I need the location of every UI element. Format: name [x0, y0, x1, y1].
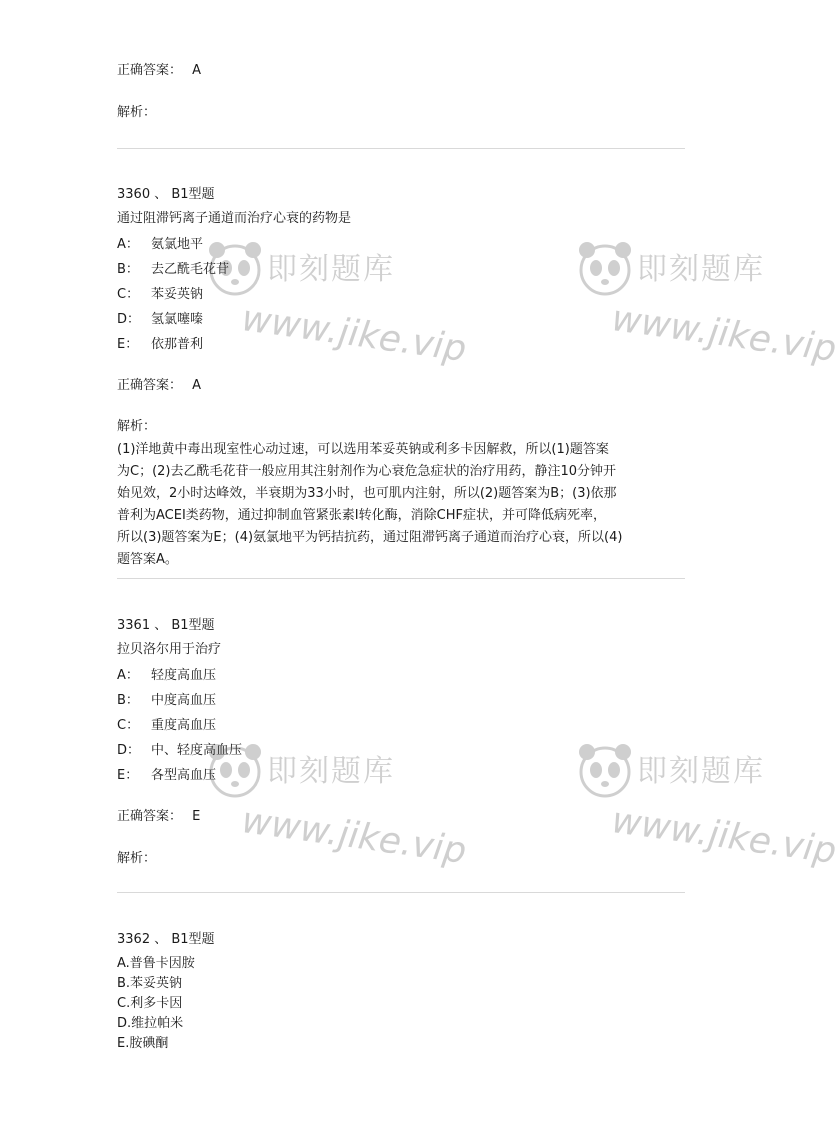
analysis-line: 始见效，2小时达峰效，半衰期为33小时，也可肌内注射，所以(2)题答案为B；(3)依那	[117, 486, 617, 501]
watermark-url: www.jike.vip	[239, 298, 469, 371]
watermark-brand: 即刻题库	[637, 252, 765, 287]
option-key: D：	[117, 312, 141, 327]
divider	[117, 892, 685, 893]
option-e	[117, 336, 203, 354]
option-text: 中、轻度高血压	[151, 743, 243, 758]
watermark-brand: 即刻题库	[637, 754, 765, 789]
option-key: C：	[117, 287, 140, 302]
option-key: A：	[117, 668, 139, 683]
option-key: D：	[117, 743, 141, 758]
analysis-label: 解析：	[117, 851, 157, 866]
option-b	[117, 692, 216, 710]
watermark-brand: 即刻题库	[267, 754, 395, 789]
question-header: 3360 、 B1型题	[117, 187, 215, 202]
watermark-url: www.jike.vip	[609, 800, 839, 873]
answer-label: 正确答案：	[117, 63, 183, 78]
divider	[117, 578, 685, 579]
analysis-line: 为C；(2)去乙酰毛花苷一般应用其注射剂作为心衰危急症状的治疗用药，静注10分钟开	[117, 464, 617, 479]
option-text: 去乙酰毛花苷	[151, 262, 230, 277]
panda-logo-icon	[575, 740, 635, 800]
option-b: B.苯妥英钠	[117, 976, 183, 991]
answer-value: A	[192, 63, 202, 78]
option-key: E：	[117, 337, 139, 352]
question-header: 3362 、 B1型题	[117, 932, 215, 947]
watermark-url: www.jike.vip	[239, 800, 469, 873]
divider	[117, 148, 685, 149]
watermark	[205, 740, 469, 880]
analysis-label: 解析：	[117, 419, 157, 434]
option-key: A：	[117, 237, 139, 252]
option-e: E.胺碘酮	[117, 1036, 169, 1051]
question-stem: 拉贝洛尔用于治疗	[117, 642, 222, 657]
option-d	[117, 742, 242, 760]
answer-row	[117, 808, 200, 826]
option-d: D.维拉帕米	[117, 1016, 184, 1031]
answer-row	[117, 377, 201, 395]
watermark-brand: 即刻题库	[267, 252, 395, 287]
watermark	[205, 238, 469, 378]
option-text: 氢氯噻嗪	[151, 312, 204, 327]
watermark-url: www.jike.vip	[609, 298, 839, 371]
option-text: 重度高血压	[151, 718, 217, 733]
option-c	[117, 286, 203, 304]
option-text: 各型高血压	[151, 768, 217, 783]
option-b	[117, 261, 229, 279]
option-text: 依那普利	[151, 337, 204, 352]
analysis-line: 题答案A。	[117, 552, 178, 567]
answer-value: A	[192, 378, 202, 393]
analysis-line: (1)洋地黄中毒出现室性心动过速，可以选用苯妥英钠或利多卡因解救，所以(1)题答案	[117, 442, 609, 457]
analysis-line: 所以(3)题答案为E；(4)氨氯地平为钙拮抗药，通过阻滞钙离子通道而治疗心衰，所以(4)	[117, 530, 623, 545]
option-key: B：	[117, 693, 139, 708]
option-key: E：	[117, 768, 139, 783]
analysis-line: 普利为ACEI类药物，通过抑制血管紧张素Ⅰ转化酶，消除CHF症状，并可降低病死率，	[117, 508, 606, 523]
answer-label: 正确答案：	[117, 378, 183, 393]
option-key: B：	[117, 262, 139, 277]
option-text: 轻度高血压	[151, 668, 217, 683]
option-key: C：	[117, 718, 140, 733]
option-a	[117, 667, 216, 685]
answer-value: E	[192, 809, 201, 824]
option-e	[117, 767, 216, 785]
question-stem: 通过阻滞钙离子通道而治疗心衰的药物是	[117, 211, 352, 226]
option-c: C.利多卡因	[117, 996, 183, 1011]
answer-row	[117, 62, 201, 80]
option-a	[117, 236, 203, 254]
analysis-label: 解析：	[117, 105, 157, 120]
option-text: 中度高血压	[151, 693, 217, 708]
watermark	[575, 238, 839, 378]
option-c	[117, 717, 216, 735]
answer-label: 正确答案：	[117, 809, 183, 824]
question-header: 3361 、 B1型题	[117, 618, 215, 633]
option-text: 氨氯地平	[151, 237, 204, 252]
option-a: A.普鲁卡因胺	[117, 956, 195, 971]
option-d	[117, 311, 203, 329]
watermark	[575, 740, 839, 880]
option-text: 苯妥英钠	[151, 287, 204, 302]
panda-logo-icon	[575, 238, 635, 298]
